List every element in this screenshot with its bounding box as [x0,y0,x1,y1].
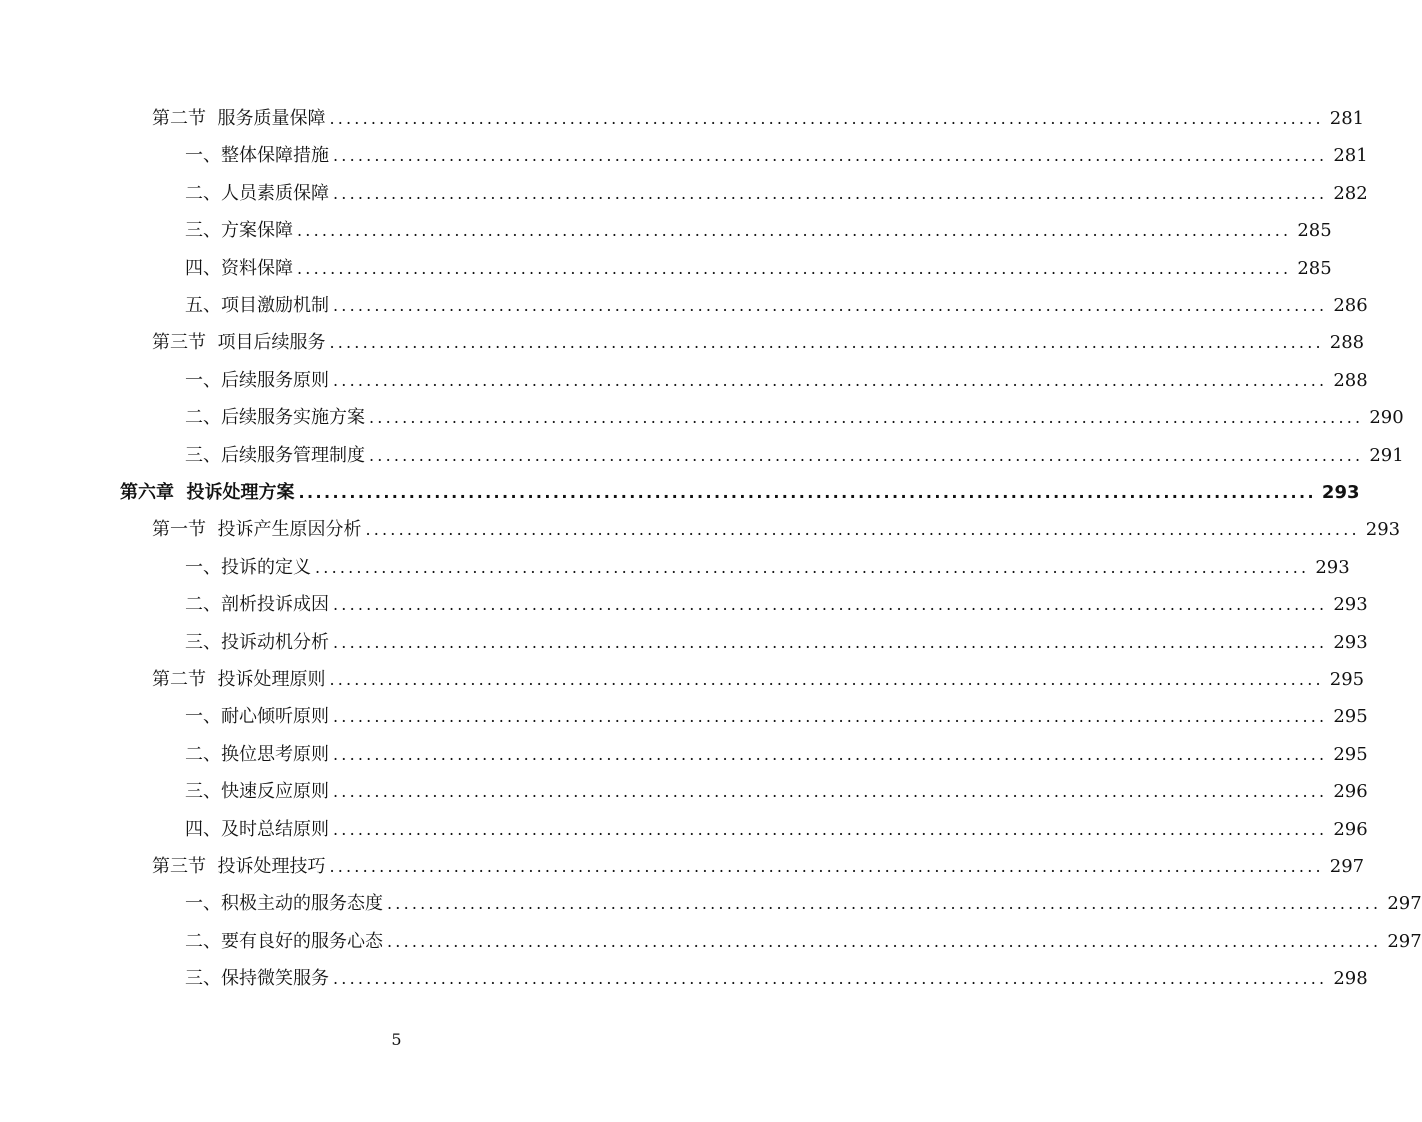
toc-dot-leader: ........................................................................................................................ [387,931,1382,951]
toc-entry-title: 一、整体保障措施 [185,145,329,167]
toc-entry-item[interactable] [185,399,1404,436]
toc-entry-item[interactable] [185,212,1332,249]
toc-entry-page: 293 [1315,556,1350,578]
toc-entry-item[interactable] [185,698,1368,735]
toc-entry-item[interactable] [185,137,1368,174]
toc-dot-leader: ........................................................................................................................ [333,296,1328,315]
toc-entry-page: 293 [1365,519,1401,541]
toc-entry-page: 297 [1387,930,1422,952]
toc-dot-leader: ........................................................................................................................ [333,632,1328,652]
toc-entry-title: 第二节 服务质量保障 [152,108,326,129]
toc-entry-title: 一、积极主动的服务态度 [185,893,383,915]
toc-dot-leader: ........................................................................................................................ [333,595,1328,615]
toc-entry-page: 295 [1333,743,1368,765]
toc-dot-leader: ........................................................................................................................ [329,857,1324,876]
toc-dot-leader: ........................................................................................................................ [387,894,1382,914]
toc-entry-title: 第六章 投诉处理方案 [120,482,295,503]
toc-entry-item[interactable] [185,586,1368,623]
toc-entry-title: 三、投诉动机分析 [185,631,329,653]
toc-dot-leader: ........................................................................................................................ [329,333,1324,353]
page-number: 5 [391,1030,402,1049]
toc-entry-page: 295 [1333,706,1368,728]
toc-dot-leader: ........................................................................................................................ [329,670,1324,689]
toc-entry-title: 第一节 投诉产生原因分析 [152,519,362,541]
toc-entry-item[interactable] [185,736,1368,773]
toc-entry-page: 293 [1321,482,1360,503]
toc-dot-leader: ........................................................................................................................ [333,744,1328,764]
toc-entry-page: 293 [1333,631,1368,653]
toc-entry-item[interactable] [185,362,1368,399]
toc-entry-page: 286 [1333,295,1368,316]
toc-entry-section[interactable] [152,511,1401,548]
toc-entry-section[interactable] [152,100,1365,137]
toc-entry-page: 297 [1329,856,1365,877]
toc-entry-title: 第二节 投诉处理原则 [152,669,326,690]
toc-entry-page: 281 [1329,108,1365,129]
toc-dot-leader: ........................................................................................................................ [297,258,1292,278]
toc-dot-leader: ........................................................................................................................ [333,146,1328,166]
toc-entry-title: 三、保持微笑服务 [185,968,329,990]
toc-entry-title: 一、投诉的定义 [185,556,311,578]
toc-entry-title: 二、要有良好的服务心态 [185,930,383,952]
toc-dot-leader: ........................................................................................................................ [297,221,1292,241]
toc-entry-title: 五、项目激励机制 [185,295,329,316]
toc-entry-item[interactable] [185,549,1350,586]
toc-entry-page: 281 [1333,145,1368,167]
toc-entry-page: 288 [1333,369,1368,391]
toc-dot-leader: ........................................................................................................................ [333,183,1328,203]
toc-dot-leader: ........................................................................................................................ [369,408,1364,428]
toc-entry-page: 291 [1369,444,1404,466]
toc-entry-item[interactable] [185,437,1404,474]
toc-entry-title: 二、后续服务实施方案 [185,407,365,429]
toc-entry-page: 285 [1297,220,1332,242]
toc-entry-title: 四、及时总结原则 [185,818,329,840]
toc-entry-item[interactable] [185,811,1368,848]
toc-entry-page: 298 [1333,968,1368,990]
toc-entry-page: 295 [1329,669,1365,690]
toc-entry-title: 第三节 投诉处理技巧 [152,856,326,877]
toc-entry-item[interactable] [185,773,1368,810]
toc-entry-title: 二、换位思考原则 [185,743,329,765]
toc-dot-leader: ........................................................................................................................ [298,483,1316,502]
toc-entry-title: 一、耐心倾听原则 [185,706,329,728]
toc-entry-title: 四、资料保障 [185,257,293,279]
toc-dot-leader: ........................................................................................................................ [315,557,1310,577]
toc-entry-page: 293 [1333,594,1368,616]
toc-entry-section[interactable] [152,848,1365,885]
toc-entry-page: 282 [1333,182,1368,204]
toc-entry-title: 二、人员素质保障 [185,182,329,204]
toc-entry-section[interactable] [152,661,1365,698]
toc-entry-page: 296 [1333,781,1368,803]
toc-entry-title: 第三节 项目后续服务 [152,332,326,354]
toc-entry-item[interactable] [185,287,1368,324]
toc-entry-title: 二、剖析投诉成因 [185,594,329,616]
toc-entry-page: 285 [1297,257,1332,279]
toc-dot-leader: ........................................................................................................................ [365,520,1360,540]
toc-entry-item[interactable] [185,175,1368,212]
toc-dot-leader: ........................................................................................................................ [333,819,1328,839]
toc-dot-leader: ........................................................................................................................ [369,445,1364,465]
toc-dot-leader: ........................................................................................................................ [333,370,1328,390]
toc-entry-title: 三、快速反应原则 [185,781,329,803]
toc-entry-title: 一、后续服务原则 [185,369,329,391]
toc-entry-title: 三、后续服务管理制度 [185,444,365,466]
toc-entry-section[interactable] [152,324,1365,361]
toc-entry-title: 三、方案保障 [185,220,293,242]
toc-dot-leader: ........................................................................................................................ [333,969,1328,989]
toc-entry-page: 290 [1369,407,1404,429]
toc-dot-leader: ........................................................................................................................ [329,109,1324,128]
toc-entry-page: 297 [1387,893,1422,915]
toc-entry-item[interactable] [185,624,1368,661]
toc-entry-item[interactable] [185,885,1422,922]
toc-entry-item[interactable] [185,250,1332,287]
toc-entry-page: 288 [1329,332,1365,354]
toc-entry-chapter[interactable] [120,474,1360,511]
toc-dot-leader: ........................................................................................................................ [333,707,1328,727]
toc-entry-item[interactable] [185,960,1368,997]
toc-entry-item[interactable] [185,923,1422,960]
toc-entry-page: 296 [1333,818,1368,840]
toc-dot-leader: ........................................................................................................................ [333,782,1328,802]
